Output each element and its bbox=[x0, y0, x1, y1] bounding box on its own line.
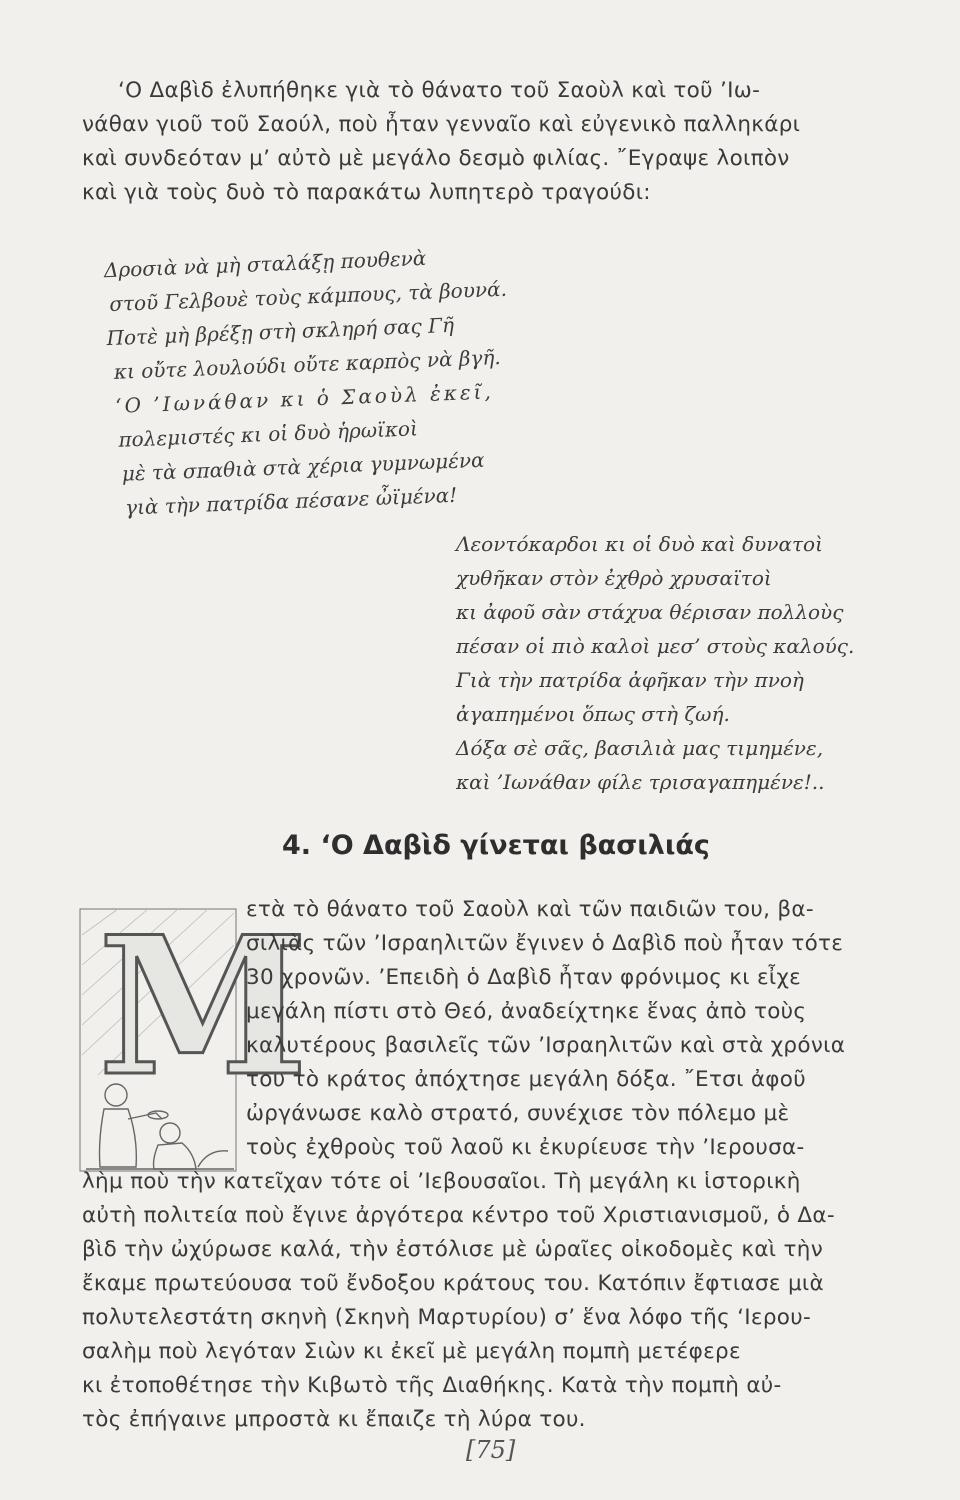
intro-line: νάθαν γιοῦ τοῦ Σαούλ, ποὺ ἦταν γενναῖο καὶ εὐγενικὸ παλληκάρι bbox=[82, 112, 801, 137]
body-line: λὴμ ποὺ τὴν κατεῖχαν τότε οἱ ’Ιεβουσαῖοι. Τὴ μεγάλη κι ἱστορικὴ bbox=[82, 1169, 801, 1194]
poem-line: πολεμιστές κι οἱ δυὸ ἡρωϊκοὶ bbox=[118, 416, 419, 452]
intro-line: ‘Ο Δαβὶδ ἐλυπήθηκε γιὰ τὸ θάνατο τοῦ Σαοὺλ καὶ τοῦ ’Ιω- bbox=[118, 78, 761, 103]
dropcap-letter: M bbox=[98, 895, 309, 1118]
dropcap-illustration bbox=[78, 895, 309, 1173]
body-line: ετὰ τὸ θάνατο τοῦ Σαοὺλ καὶ τῶν παιδιῶν του, βα- bbox=[246, 897, 814, 922]
body-line: σαλὴμ ποὺ λεγόταν Σιὼν κι ἐκεῖ μὲ μεγάλη πομπὴ μετέφερε bbox=[82, 1339, 741, 1364]
poem-line: πέσαν οἱ πιὸ καλοὶ μεσ’ στοὺς καλούς. bbox=[456, 634, 855, 658]
body-line: 30 χρονῶν. ’Επειδὴ ὁ Δαβὶδ ἦταν φρόνιμος κι εἶχε bbox=[246, 965, 802, 990]
section-heading: 4. ‘Ο Δαβὶδ γίνεται βασιλιάς bbox=[282, 830, 710, 861]
poem-line: ἀγαπημένοι ὅπως στὴ ζωή. bbox=[456, 702, 730, 726]
poem-line: μὲ τὰ σπαθιὰ στὰ χέρια γυμνωμένα bbox=[121, 447, 485, 486]
body-line: του τὸ κράτος ἀπόχτησε μεγάλη δόξα. ῎Ετσι ἀφοῦ bbox=[246, 1067, 806, 1092]
body-line: σιλιὰς τῶν ’Ισραηλιτῶν ἔγινεν ὁ Δαβὶδ ποὺ ἦταν τότε bbox=[246, 931, 844, 956]
poem-line: Δροσιὰ νὰ μὴ σταλάξῃ πουθενὰ bbox=[103, 245, 427, 283]
body-line: ὠργάνωσε καλὸ στρατό, συνέχισε τὸν πόλεμο μὲ bbox=[246, 1101, 790, 1126]
body-line: ἔκαμε πρωτεύουσα τοῦ ἔνδοξου κράτους του. Κατόπιν ἔφτιασε μιὰ bbox=[82, 1271, 824, 1296]
body-line: βὶδ τὴν ὠχύρωσε καλά, τὴν ἐστόλισε μὲ ὡραῖες οἰκοδομὲς καὶ τὴν bbox=[82, 1237, 824, 1262]
poem-line: Γιὰ τὴν πατρίδα ἀφῆκαν τὴν πνοὴ bbox=[456, 668, 804, 692]
poem-line: ‘Ο ’Ιωνάθαν κι ὁ Σαοὺλ ἐκεῖ, bbox=[114, 379, 495, 418]
body-line: καλυτέρους βασιλεῖς τῶν ’Ισραηλιτῶν καὶ στὰ χρόνια bbox=[246, 1033, 846, 1058]
poem-line: Λεοντόκαρδοι κι οἱ δυὸ καὶ δυνατοὶ bbox=[456, 532, 823, 556]
body-line: κι ἐτοποθέτησε τὴν Κιβωτὸ τῆς Διαθήκης. Κατὰ τὴν πομπὴ αὐ- bbox=[82, 1373, 782, 1398]
poem-line: κι οὔτε λουλούδι οὔτε καρπὸς νὰ βγῆ. bbox=[113, 345, 502, 384]
poem-line: Ποτὲ μὴ βρέξῃ στὴ σκληρή σας Γῆ bbox=[106, 312, 455, 351]
poem-line: γιὰ τὴν πατρίδα πέσανε ὦϊμένα! bbox=[124, 482, 458, 520]
body-line: πολυτελεστάτη σκηνὴ (Σκηνὴ Μαρτυρίου) σ’ ἕνα λόφο τῆς ‘Ιερου- bbox=[82, 1305, 812, 1330]
poem-line: καὶ ’Ιωνάθαν φίλε τρισαγαπημένε!.. bbox=[456, 770, 825, 794]
poem-line: Δόξα σὲ σᾶς, βασιλιὰ μας τιμημένε, bbox=[456, 736, 824, 760]
intro-line: καὶ συνδεόταν μ’ αὐτὸ μὲ μεγάλο δεσμὸ φιλίας. ῎Εγραψε λοιπὸν bbox=[82, 146, 790, 171]
body-line: τὸς ἐπήγαινε μπροστὰ κι ἔπαιζε τὴ λύρα του. bbox=[82, 1407, 586, 1432]
body-line: μεγάλη πίστι στὸ Θεό, ἀναδείχτηκε ἕνας ἀπὸ τοὺς bbox=[246, 999, 807, 1024]
intro-line: καὶ γιὰ τοὺς δυὸ τὸ παρακάτω λυπητερὸ τραγούδι: bbox=[82, 180, 651, 205]
body-line: τοὺς ἐχθροὺς τοῦ λαοῦ κι ἐκυρίευσε τὴν ’Ιερουσα- bbox=[246, 1135, 805, 1160]
page-number: [75] bbox=[466, 1436, 516, 1464]
poem-line: στοῦ Γελβουὲ τοὺς κάμπους, τὰ βουνά. bbox=[108, 276, 508, 317]
body-line: αὐτὴ πολιτεία ποὺ ἔγινε ἀργότερα κέντρο τοῦ Χριστιανισμοῦ, ὁ Δα- bbox=[82, 1203, 835, 1228]
poem-line: κι ἀφοῦ σὰν στάχυα θέρισαν πολλοὺς bbox=[456, 600, 844, 624]
poem-line: χυθῆκαν στὸν ἐχθρὸ χρυσαϊτοὶ bbox=[456, 566, 772, 590]
